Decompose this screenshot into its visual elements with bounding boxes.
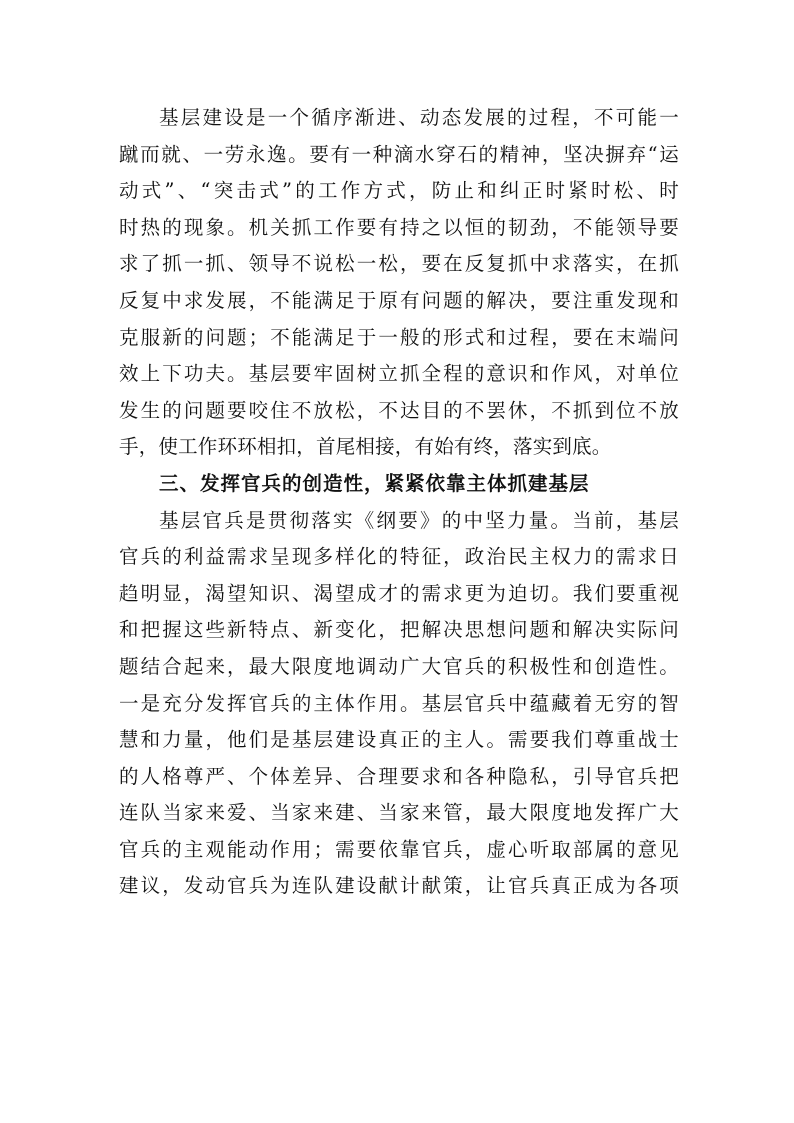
paragraph-line: 蹴而就、一劳永逸。要有一种滴水穿石的精神，坚决摒弃“运 [119,142,679,166]
paragraph-line: 基层官兵是贯彻落实《纲要》的中坚力量。当前，基层 [159,508,679,532]
paragraph-line: 基层建设是一个循序渐进、动态发展的过程，不可能一 [159,106,679,129]
paragraph-line: 的人格尊严、个体差异、合理要求和各种隐私，引导官兵把 [119,764,679,788]
paragraph-line: 连队当家来爱、当家来建、当家来管，最大限度地发挥广大 [119,801,679,825]
paragraph-line: 求了抓一抓、领导不说松一松，要在反复抓中求落实，在抓 [119,252,679,276]
paragraph-line: 手，使工作环环相扣，首尾相接，有始有终，落实到底。 [119,435,612,459]
document-page [119,100,679,905]
paragraph-line: 动式”、“突击式”的工作方式，防止和纠正时紧时松、时 [119,179,679,203]
section-heading: 三、发挥官兵的创造性，紧紧依靠主体抓建基层 [159,471,590,495]
paragraph-line: 慧和力量，他们是基层建设真正的主人。需要我们尊重战士 [119,728,679,752]
paragraph-line: 时热的现象。机关抓工作要有持之以恒的韧劲，不能领导要 [119,215,679,239]
paragraph-line: 发生的问题要咬住不放松，不达目的不罢休，不抓到位不放 [119,398,679,422]
paragraph-line: 官兵的主观能动作用；需要依靠官兵，虚心听取部属的意见 [119,837,679,861]
paragraph-line: 反复中求发展，不能满足于原有问题的解决，要注重发现和 [119,288,679,312]
paragraph-line: 官兵的利益需求呈现多样化的特征，政治民主权力的需求日 [119,545,679,569]
paragraph-line: 效上下功夫。基层要牢固树立抓全程的意识和作风，对单位 [119,362,679,386]
paragraph-line: 题结合起来，最大限度地调动广大官兵的积极性和创造性。 [119,654,679,678]
paragraph-line: 一是充分发挥官兵的主体作用。基层官兵中蕴藏着无穷的智 [119,691,679,715]
paragraph-line: 建议，发动官兵为连队建设献计献策，让官兵真正成为各项 [119,874,679,898]
paragraph-line: 和把握这些新特点、新变化，把解决思想问题和解决实际问 [119,618,679,642]
paragraph-line: 克服新的问题；不能满足于一般的形式和过程，要在末端问 [119,325,679,349]
paragraph-line: 趋明显，渴望知识、渴望成才的需求更为迫切。我们要重视 [119,581,679,605]
